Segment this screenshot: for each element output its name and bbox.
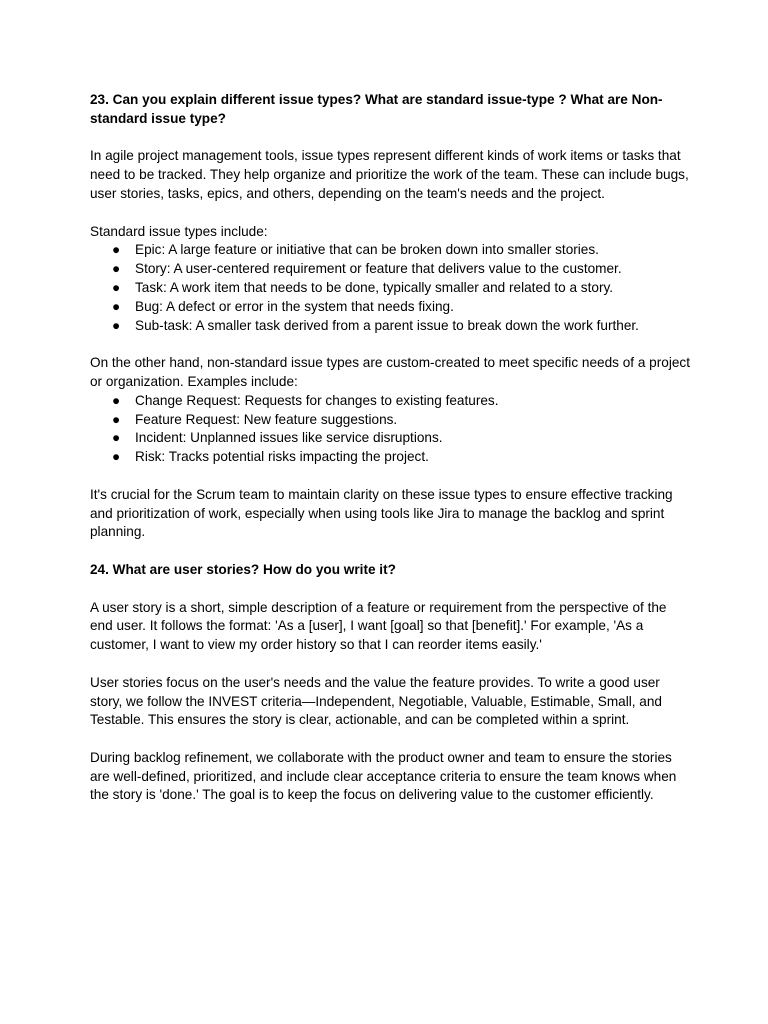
question-23-section — [90, 91, 690, 542]
list-item-text: Bug: A defect or error in the system that needs fixing. — [135, 298, 454, 314]
bullet-icon: ● — [112, 261, 121, 277]
bullet-icon: ● — [112, 411, 121, 427]
list-item — [90, 392, 690, 411]
question-24-section — [90, 561, 690, 805]
list-item — [90, 260, 690, 279]
list-item — [90, 429, 690, 448]
bullet-icon: ● — [112, 279, 121, 295]
bullet-icon: ● — [112, 392, 121, 408]
list-item — [90, 448, 690, 467]
list-item — [90, 241, 690, 260]
bullet-icon: ● — [112, 242, 121, 258]
standard-types-intro: Standard issue types include: — [90, 223, 268, 239]
bullet-icon: ● — [112, 430, 121, 446]
list-item-text: Risk: Tracks potential risks impacting the project. — [135, 449, 429, 465]
list-item — [90, 298, 690, 317]
list-item-text: Feature Request: New feature suggestions. — [135, 411, 398, 427]
backlog-refinement-paragraph: During backlog refinement, we collaborate with the product owner and team to ensure the stories are well-defined, prioritized, and include clear acceptance criteria to ensure the team knows when the story is 'done.' The goal is to keep the focus on delivering value to the customer efficiently. — [90, 749, 677, 803]
list-item — [90, 279, 690, 298]
document-page — [90, 91, 690, 824]
bullet-icon: ● — [112, 317, 121, 333]
list-item — [90, 317, 690, 336]
bullet-icon: ● — [112, 298, 121, 314]
bullet-icon: ● — [112, 449, 121, 465]
question-24-heading: 24. What are user stories? How do you write it? — [90, 561, 396, 577]
list-item-text: Epic: A large feature or initiative that can be broken down into smaller stories. — [135, 242, 599, 258]
list-item-text: Change Request: Requests for changes to existing features. — [135, 392, 499, 408]
list-item-text: Incident: Unplanned issues like service disruptions. — [135, 430, 443, 446]
list-item-text: Sub-task: A smaller task derived from a parent issue to break down the work further. — [135, 317, 639, 333]
issue-types-intro-paragraph: In agile project management tools, issue types represent different kinds of work items or tasks that need to be tracked. They help organize and prioritize the work of the team. These can include bugs, user stories, tasks, epics, and others, depending on the team's needs and the project. — [90, 148, 689, 201]
nonstandard-types-intro: On the other hand, non-standard issue types are custom-created to meet specific needs of a project or organization. Examples include: — [90, 355, 690, 389]
list-item-text: Task: A work item that needs to be done, typically smaller and related to a story. — [135, 279, 614, 295]
nonstandard-issue-types-list — [90, 392, 690, 467]
question-23-heading: 23. Can you explain different issue types? What are standard issue-type ? What are Non-standard issue type? — [90, 92, 663, 126]
standard-issue-types-list — [90, 241, 690, 335]
list-item — [90, 411, 690, 430]
user-story-definition-paragraph: A user story is a short, simple description of a feature or requirement from the perspective of the end user. It follows the format: 'As a [user], I want [goal] so that [benefit].' For example, 'As a customer, I want to view my order history so that I can reorder items easily.' — [90, 599, 667, 653]
invest-criteria-paragraph: User stories focus on the user's needs and the value the feature provides. To write a good user story, we follow the INVEST criteria—Independent, Negotiable, Valuable, Estimable, Small, and Testable. This ensures the story is clear, actionable, and can be completed within a sprint. — [90, 674, 662, 728]
issue-types-closing-paragraph: It's crucial for the Scrum team to maintain clarity on these issue types to ensure effective tracking and prioritization of work, especially when using tools like Jira to manage the backlog and sprint planning. — [90, 486, 673, 540]
list-item-text: Story: A user-centered requirement or feature that delivers value to the customer. — [135, 261, 622, 277]
